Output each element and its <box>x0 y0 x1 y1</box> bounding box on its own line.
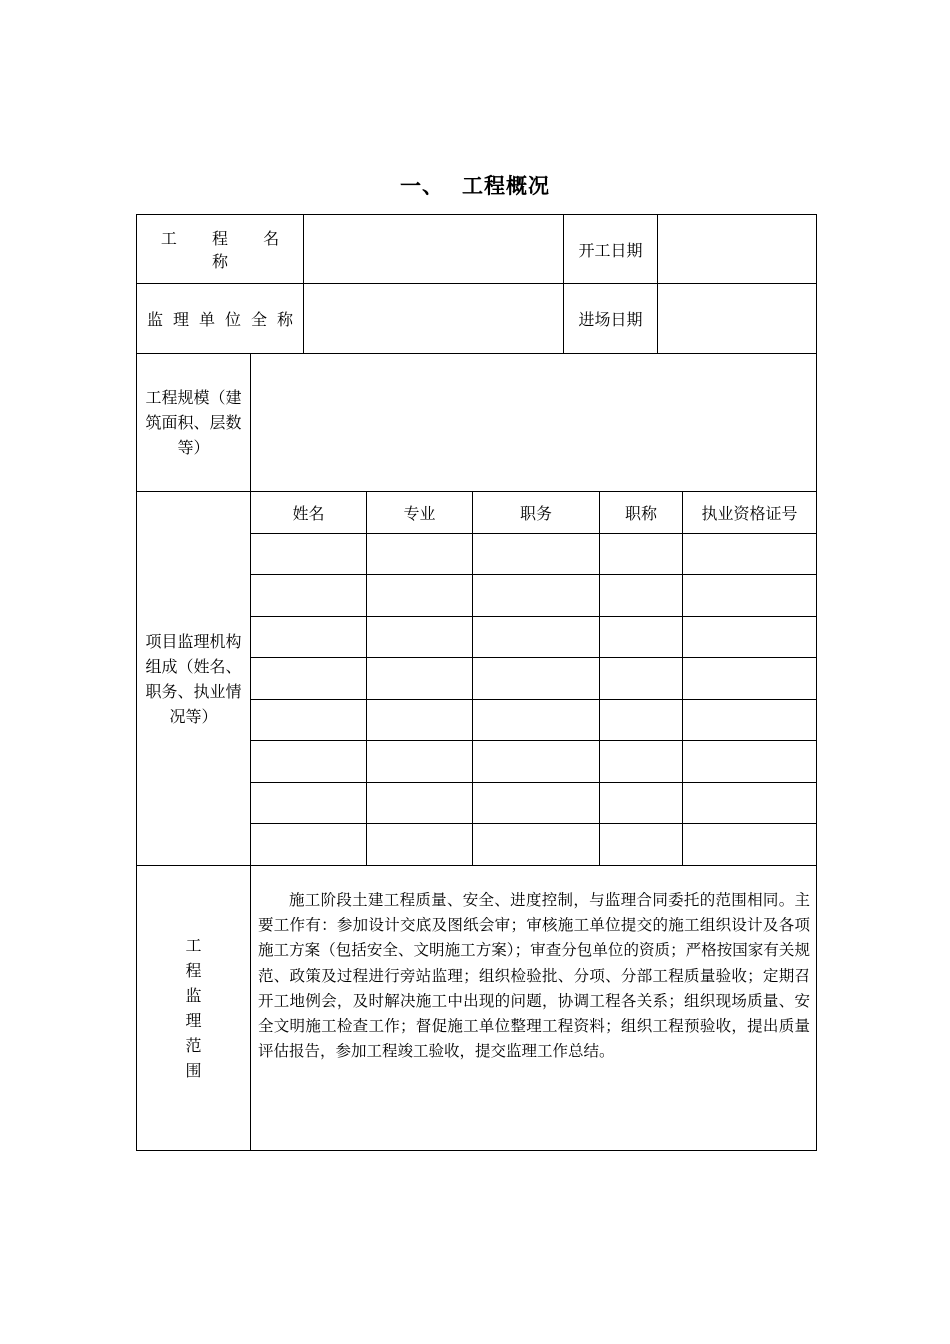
project-name-label: 工 程 名 称 <box>137 215 304 284</box>
org-cell-name[interactable] <box>251 575 367 617</box>
entry-date-label: 进场日期 <box>564 284 658 354</box>
org-header-title: 职称 <box>600 492 683 534</box>
org-cell-major[interactable] <box>367 534 473 576</box>
org-cell-title[interactable] <box>600 824 683 866</box>
org-cell-major[interactable] <box>367 700 473 742</box>
start-date-label: 开工日期 <box>564 215 658 284</box>
org-cell-cert[interactable] <box>683 575 816 617</box>
org-cell-name[interactable] <box>251 617 367 659</box>
org-cell-title[interactable] <box>600 741 683 783</box>
org-header-major: 专业 <box>367 492 473 534</box>
org-header-name: 姓名 <box>251 492 367 534</box>
org-cell-duty[interactable] <box>473 534 600 576</box>
org-header-cert: 执业资格证号 <box>683 492 816 534</box>
org-cell-duty[interactable] <box>473 617 600 659</box>
org-grid <box>251 492 816 866</box>
org-header-duty: 职务 <box>473 492 600 534</box>
org-cell-duty[interactable] <box>473 700 600 742</box>
org-cell-cert[interactable] <box>683 783 816 825</box>
org-cell-cert[interactable] <box>683 658 816 700</box>
org-cell-title[interactable] <box>600 534 683 576</box>
supervisor-unit-label: 监理单位全称 <box>137 284 304 354</box>
project-name-field[interactable] <box>304 215 564 284</box>
project-scale-label: 工程规模（建筑面积、层数等） <box>137 354 251 492</box>
org-cell-duty[interactable] <box>473 783 600 825</box>
org-cell-cert[interactable] <box>683 617 816 659</box>
org-cell-title[interactable] <box>600 783 683 825</box>
org-cell-major[interactable] <box>367 824 473 866</box>
scope-text: 施工阶段土建工程质量、安全、进度控制，与监理合同委托的范围相同。主要工作有：参加设计交底及图纸会审；审核施工单位提交的施工组织设计及各项施工方案（包括安全、文明施工方案）；审查分包单位的资质；严格按国家有关规范、政策及过程进行旁站监理；组织检验批、分项、分部工程质量验收；定期召开工地例会，及时解决施工中出现的问题，协调工程各关系；组织现场质量、安全文明施工检查工作；督促施工单位整理工程资料；组织工程预验收，提出质量评估报告，参加工程竣工验收，提交监理工作总结。 <box>258 891 810 1061</box>
org-cell-name[interactable] <box>251 824 367 866</box>
org-cell-cert[interactable] <box>683 534 816 576</box>
org-cell-duty[interactable] <box>473 824 600 866</box>
org-cell-title[interactable] <box>600 575 683 617</box>
org-cell-name[interactable] <box>251 741 367 783</box>
start-date-field[interactable] <box>658 215 816 284</box>
scope-label: 工程监理范围 <box>137 866 251 1150</box>
org-cell-name[interactable] <box>251 534 367 576</box>
section-title: 工程概况 <box>462 174 550 198</box>
section-number: 一、 <box>400 174 444 198</box>
org-cell-major[interactable] <box>367 741 473 783</box>
supervisor-unit-field[interactable] <box>304 284 564 354</box>
org-cell-cert[interactable] <box>683 824 816 866</box>
entry-date-field[interactable] <box>658 284 816 354</box>
org-cell-major[interactable] <box>367 783 473 825</box>
org-cell-major[interactable] <box>367 575 473 617</box>
page-title <box>0 170 950 200</box>
project-scale-field[interactable] <box>251 354 816 492</box>
org-label: 项目监理机构组成（姓名、职务、执业情况等） <box>137 492 251 866</box>
org-cell-cert[interactable] <box>683 700 816 742</box>
org-cell-name[interactable] <box>251 658 367 700</box>
org-cell-name[interactable] <box>251 783 367 825</box>
org-cell-duty[interactable] <box>473 741 600 783</box>
org-cell-title[interactable] <box>600 658 683 700</box>
org-cell-title[interactable] <box>600 617 683 659</box>
org-cell-duty[interactable] <box>473 575 600 617</box>
org-cell-duty[interactable] <box>473 658 600 700</box>
org-cell-major[interactable] <box>367 617 473 659</box>
org-cell-name[interactable] <box>251 700 367 742</box>
org-cell-cert[interactable] <box>683 741 816 783</box>
org-cell-title[interactable] <box>600 700 683 742</box>
org-cell-major[interactable] <box>367 658 473 700</box>
